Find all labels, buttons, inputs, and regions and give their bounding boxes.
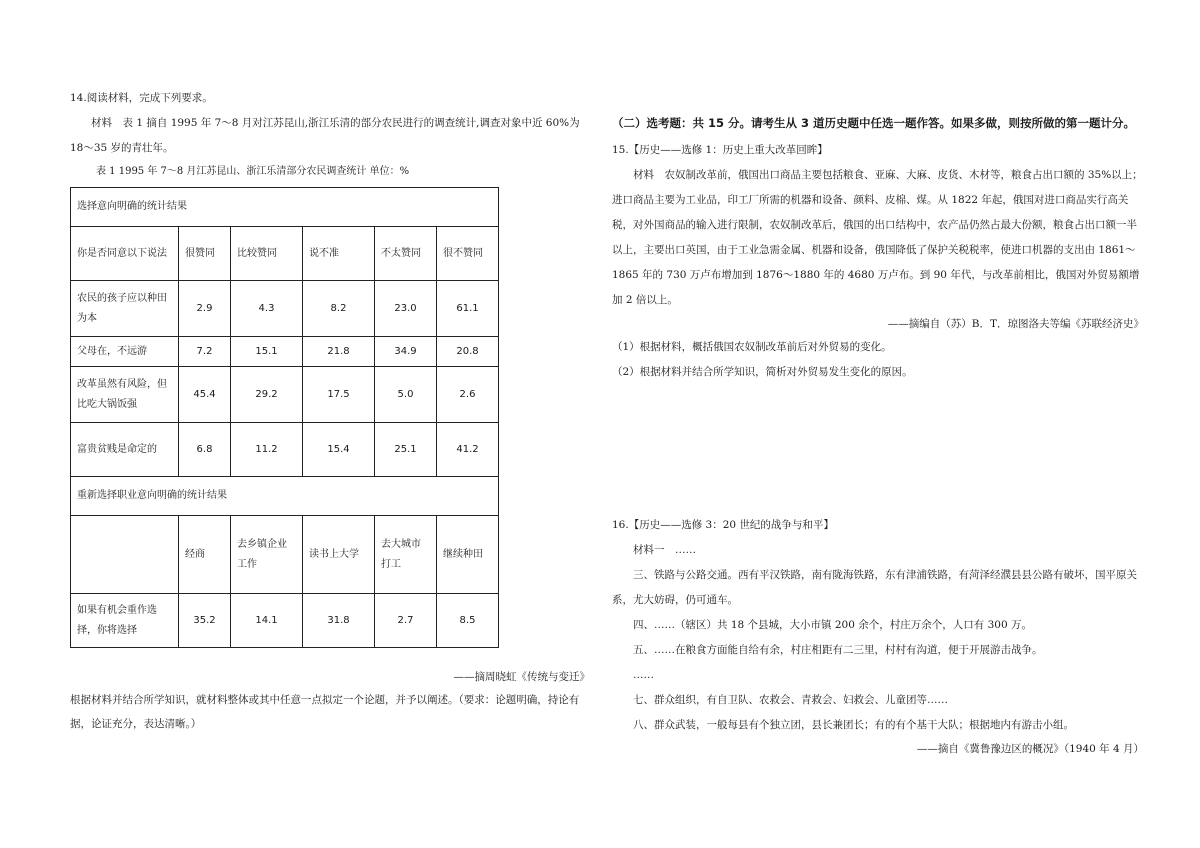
value-cell: 4.3	[231, 281, 303, 337]
q16-line: 三、铁路与公路交通。西有平汉铁路，南有陇海铁路，东有津浦铁路，有菏泽经濮县县公路有破坏，国平原关系，尤大妨碍，仍可通车。	[612, 569, 1137, 606]
value-cell: 8.5	[437, 594, 499, 648]
q16-material1: 材料一 ……	[633, 544, 696, 556]
right-column	[612, 110, 1144, 760]
q14-material: 材料 表 1 摘自 1995 年 7～8 月对江苏昆山,浙江乐清的部分农民进行的调查统计,调查对象中近 60%为 18～35 岁的青壮年。	[70, 117, 580, 154]
value-cell: 15.1	[231, 337, 303, 367]
header-cell	[71, 516, 179, 594]
value-cell: 6.8	[179, 423, 231, 477]
header-cell: 去大城市打工	[375, 516, 437, 594]
row-label: 如果有机会重作选择，你将选择	[71, 594, 179, 648]
value-cell: 21.8	[303, 337, 375, 367]
value-cell: 61.1	[437, 281, 499, 337]
section2-title: 重新选择职业意向明确的统计结果	[71, 477, 499, 516]
row-label: 富贵贫贱是命定的	[71, 423, 179, 477]
value-cell: 20.8	[437, 337, 499, 367]
q15-sub1: （1）根据材料，概括俄国农奴制改革前后对外贸易的变化。	[612, 341, 892, 353]
row-label: 农民的孩子应以种田为本	[71, 281, 179, 337]
section1-header-row	[71, 227, 499, 281]
value-cell: 35.2	[179, 594, 231, 648]
q16-line: 四、……（辖区）共 18 个县城，大小市镇 200 余个，村庄万余个，人口有 300 万。	[633, 619, 1032, 631]
value-cell: 8.2	[303, 281, 375, 337]
table-row	[71, 594, 499, 648]
value-cell: 29.2	[231, 367, 303, 423]
table-row	[71, 281, 499, 337]
value-cell: 7.2	[179, 337, 231, 367]
row-label: 父母在，不远游	[71, 337, 179, 367]
value-cell: 14.1	[231, 594, 303, 648]
part2-heading: （二）选考题：共 15 分。请考生从 3 道历史题中任选一题作答。如果多做，则按所做的第一题计分。	[612, 116, 1136, 130]
q16-title: 16.【历史——选修 3：20 世纪的战争与和平】	[612, 519, 834, 531]
header-cell: 你是否同意以下说法	[71, 227, 179, 281]
q16-source: ——摘自《冀鲁豫边区的概况》（1940 年 4 月）	[916, 743, 1144, 755]
table-row	[71, 367, 499, 423]
q15-source: ——摘编自（苏）B．T．琼图洛夫等编《苏联经济史》	[887, 318, 1144, 330]
survey-table	[70, 187, 499, 648]
value-cell: 5.0	[375, 367, 437, 423]
section1-title: 选择意向明确的统计结果	[71, 188, 499, 227]
q15-title: 15.【历史——选修 1：历史上重大改革回眸】	[612, 144, 828, 156]
value-cell: 17.5	[303, 367, 375, 423]
value-cell: 31.8	[303, 594, 375, 648]
section2-title-row	[71, 477, 499, 516]
value-cell: 2.7	[375, 594, 437, 648]
q14-question: 根据材料并结合所学知识，就材料整体或其中任意一点拟定一个论题，并予以阐述。（要求：论题明确，持论有据，论证充分，表达清晰。）	[70, 694, 580, 730]
header-cell: 说不准	[303, 227, 375, 281]
value-cell: 45.4	[179, 367, 231, 423]
header-cell: 不太赞同	[375, 227, 437, 281]
value-cell: 15.4	[303, 423, 375, 477]
left-column	[70, 86, 590, 736]
q16-line: 八、群众武装，一般每县有个独立团，县长兼团长；有的有个基干大队；根据地内有游击小组。	[633, 719, 1074, 731]
section1-title-row	[71, 188, 499, 227]
header-cell: 很赞同	[179, 227, 231, 281]
q15-material: 材料 农奴制改革前，俄国出口商品主要包括粮食、亚麻、大麻、皮货、木材等，粮食占出口额的 35%以上；进口商品主要为工业品，印工厂所需的机器和设备、颜料、皮棉、煤。从 1822 年起，俄国对进口商品实行高关税，对外国商品的输入进行限制，农奴制改革后，俄国的出口结构中，农产品仍然占最大份额，粮食占出口额一半以上，主要出口英国，由于工业急需金属、机器和设备，俄国降低了保护关税税率，使进口机器的支出由 1861～1865 年的 730 万卢布增加到 1876～1880 年的 4680 万卢布。到 90 年代，与改革前相比，俄国对外贸易额增加 2 倍以上。	[612, 169, 1143, 306]
value-cell: 41.2	[437, 423, 499, 477]
row-label: 改革虽然有风险，但比吃大锅饭强	[71, 367, 179, 423]
table-row	[71, 423, 499, 477]
header-cell: 比较赞同	[231, 227, 303, 281]
q16-line: 七、群众组织，有自卫队、农救会、青救会、妇救会、儿童团等……	[633, 694, 948, 706]
header-cell: 经商	[179, 516, 231, 594]
header-cell: 继续种田	[437, 516, 499, 594]
header-cell: 读书上大学	[303, 516, 375, 594]
value-cell: 11.2	[231, 423, 303, 477]
q16-line: ……	[633, 669, 654, 681]
table-caption: 表 1 1995 年 7～8 月江苏昆山、浙江乐清部分农民调查统计 单位：%	[96, 166, 410, 177]
q14-source: ——摘周晓虹《传统与变迁》	[453, 671, 590, 683]
value-cell: 2.6	[437, 367, 499, 423]
value-cell: 34.9	[375, 337, 437, 367]
table-row	[71, 337, 499, 367]
section2-header-row	[71, 516, 499, 594]
value-cell: 2.9	[179, 281, 231, 337]
value-cell: 25.1	[375, 423, 437, 477]
header-cell: 很不赞同	[437, 227, 499, 281]
q16-line: 五、……在粮食方面能自给有余，村庄相距有二三里，村村有沟道，便于开展游击战争。	[633, 644, 1043, 656]
q14-intro: 14.阅读材料，完成下列要求。	[70, 92, 213, 104]
value-cell: 23.0	[375, 281, 437, 337]
q15-sub2: （2）根据材料并结合所学知识，简析对外贸易发生变化的原因。	[612, 366, 913, 378]
header-cell: 去乡镇企业工作	[231, 516, 303, 594]
